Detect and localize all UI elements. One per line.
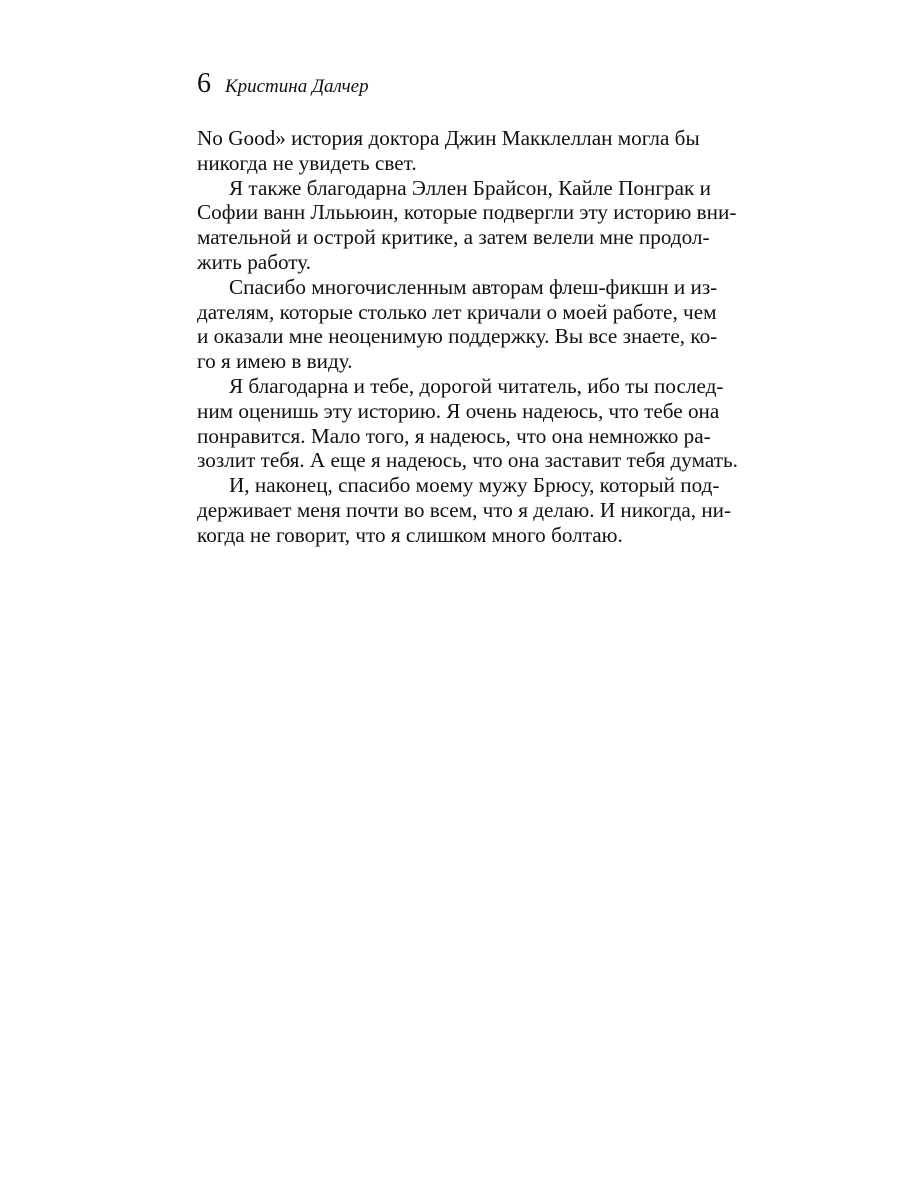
body-text: [197, 126, 757, 548]
text-line: держивает меня почти во всем, что я делаю. И никогда, ни-: [197, 497, 732, 522]
running-head: [197, 70, 369, 98]
paragraph-5: [197, 473, 757, 547]
text-line: понравится. Мало того, я надеюсь, что она немножко ра-: [197, 423, 711, 448]
paragraph-2: [197, 176, 757, 275]
text-line: никогда не увидеть свет.: [197, 150, 417, 175]
text-line: И, наконец, спасибо моему мужу Брюсу, который под-: [229, 473, 720, 498]
text-line: мательной и острой критике, а затем велели мне продол-: [197, 225, 710, 250]
text-line: зозлит тебя. А еще я надеюсь, что она заставит тебя думать.: [197, 448, 738, 473]
text-line: Я благодарна и тебе, дорогой читатель, ибо ты послед-: [229, 373, 724, 398]
text-line: No Good» история доктора Джин Макклеллан могла бы: [197, 126, 700, 150]
text-line: Спасибо многочисленным авторам флеш-фикшн и из-: [229, 274, 718, 299]
paragraph-1: [197, 126, 757, 176]
text-line: Софии ванн Ллььюин, которые подвергли эту историю вни-: [197, 200, 737, 225]
text-line: ним оценишь эту историю. Я очень надеюсь, что тебе она: [197, 398, 720, 423]
text-line: го я имею в виду.: [197, 349, 353, 374]
text-line: жить работу.: [197, 249, 312, 274]
text-line: Я также благодарна Эллен Брайсон, Кайле Понграк и: [229, 175, 711, 200]
running-title-author: Кристина Далчер: [225, 76, 369, 97]
text-line: когда не говорит, что я слишком много болтаю.: [197, 522, 623, 547]
paragraph-4: [197, 374, 757, 473]
text-line: дателям, которые столько лет кричали о моей работе, чем: [197, 299, 717, 324]
text-line: и оказали мне неоценимую поддержку. Вы все знаете, ко-: [197, 324, 718, 349]
page-number: 6: [197, 68, 211, 99]
paragraph-3: [197, 275, 757, 374]
